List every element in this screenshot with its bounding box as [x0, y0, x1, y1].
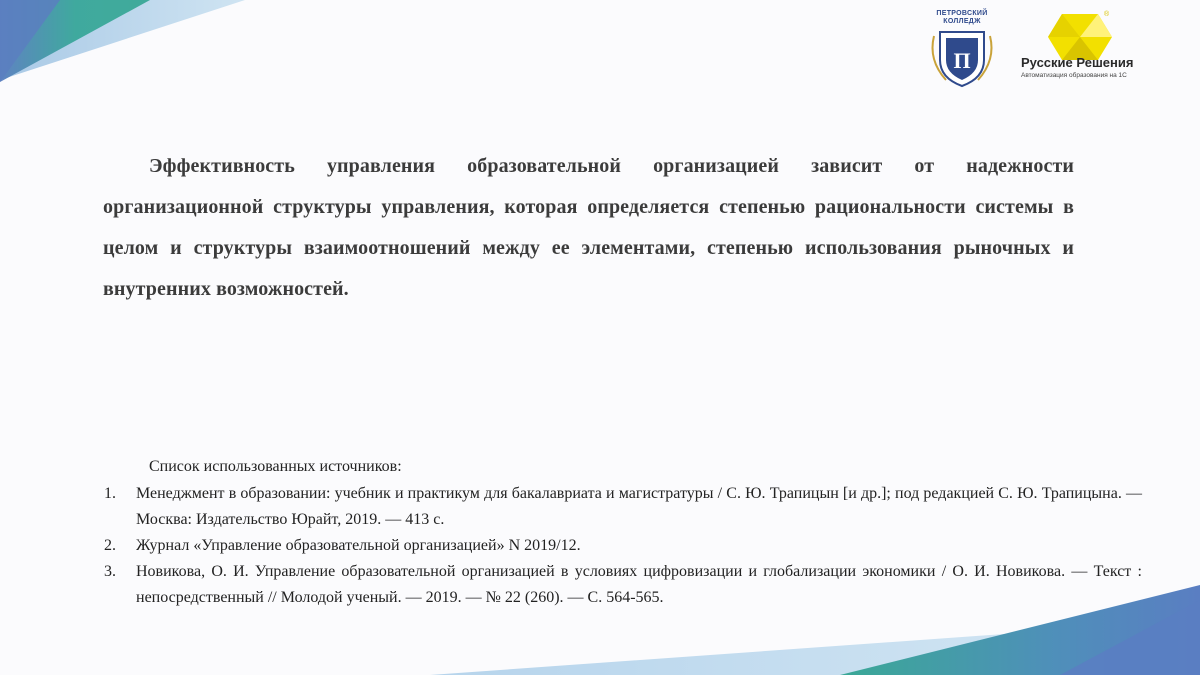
source-text: Новикова, О. И. Управление образовательной организацией в условиях цифровизации и глобализации экономики / О. И. Новикова. — Текст : непосредственный // Молодой ученый. — 2019. — № 22 (260). — С. 564-565.	[136, 563, 1142, 606]
registered-mark: ®	[1104, 11, 1110, 18]
sources-title: Список использованных источников:	[149, 458, 402, 475]
sources-list	[0, 481, 1200, 611]
partner-name: Русские Решения	[1021, 55, 1134, 70]
source-item-3	[0, 559, 1200, 611]
college-name: ПЕТРОВСКИЙ КОЛЛЕДЖ	[936, 10, 988, 25]
partner-tagline: Автоматизация образования на 1С	[1021, 72, 1127, 79]
svg-text:П: П	[953, 48, 971, 73]
source-number: 3.	[104, 563, 116, 580]
source-number: 1.	[104, 485, 116, 502]
source-text: Журнал «Управление образовательной организацией» N 2019/12.	[136, 537, 581, 554]
source-item-1	[0, 481, 1200, 533]
source-text: Менеджмент в образовании: учебник и практикум для бакалавриата и магистратуры / С. Ю. Трапицын [и др.]; под редакцией С. Ю. Трапицына. — Москва: Издательство Юрайт, 2019. — 413 с.	[136, 485, 1142, 528]
source-item-2	[0, 533, 1200, 559]
source-number: 2.	[104, 537, 116, 554]
main-paragraph: Эффективность управления образовательной организацией зависит от надежности организационной структуры управления, которая определяется степенью рациональности системы в целом и структуры взаимоотношений между ее элементами, степенью использования рыночных и внутренних возможностей.	[103, 155, 1074, 300]
